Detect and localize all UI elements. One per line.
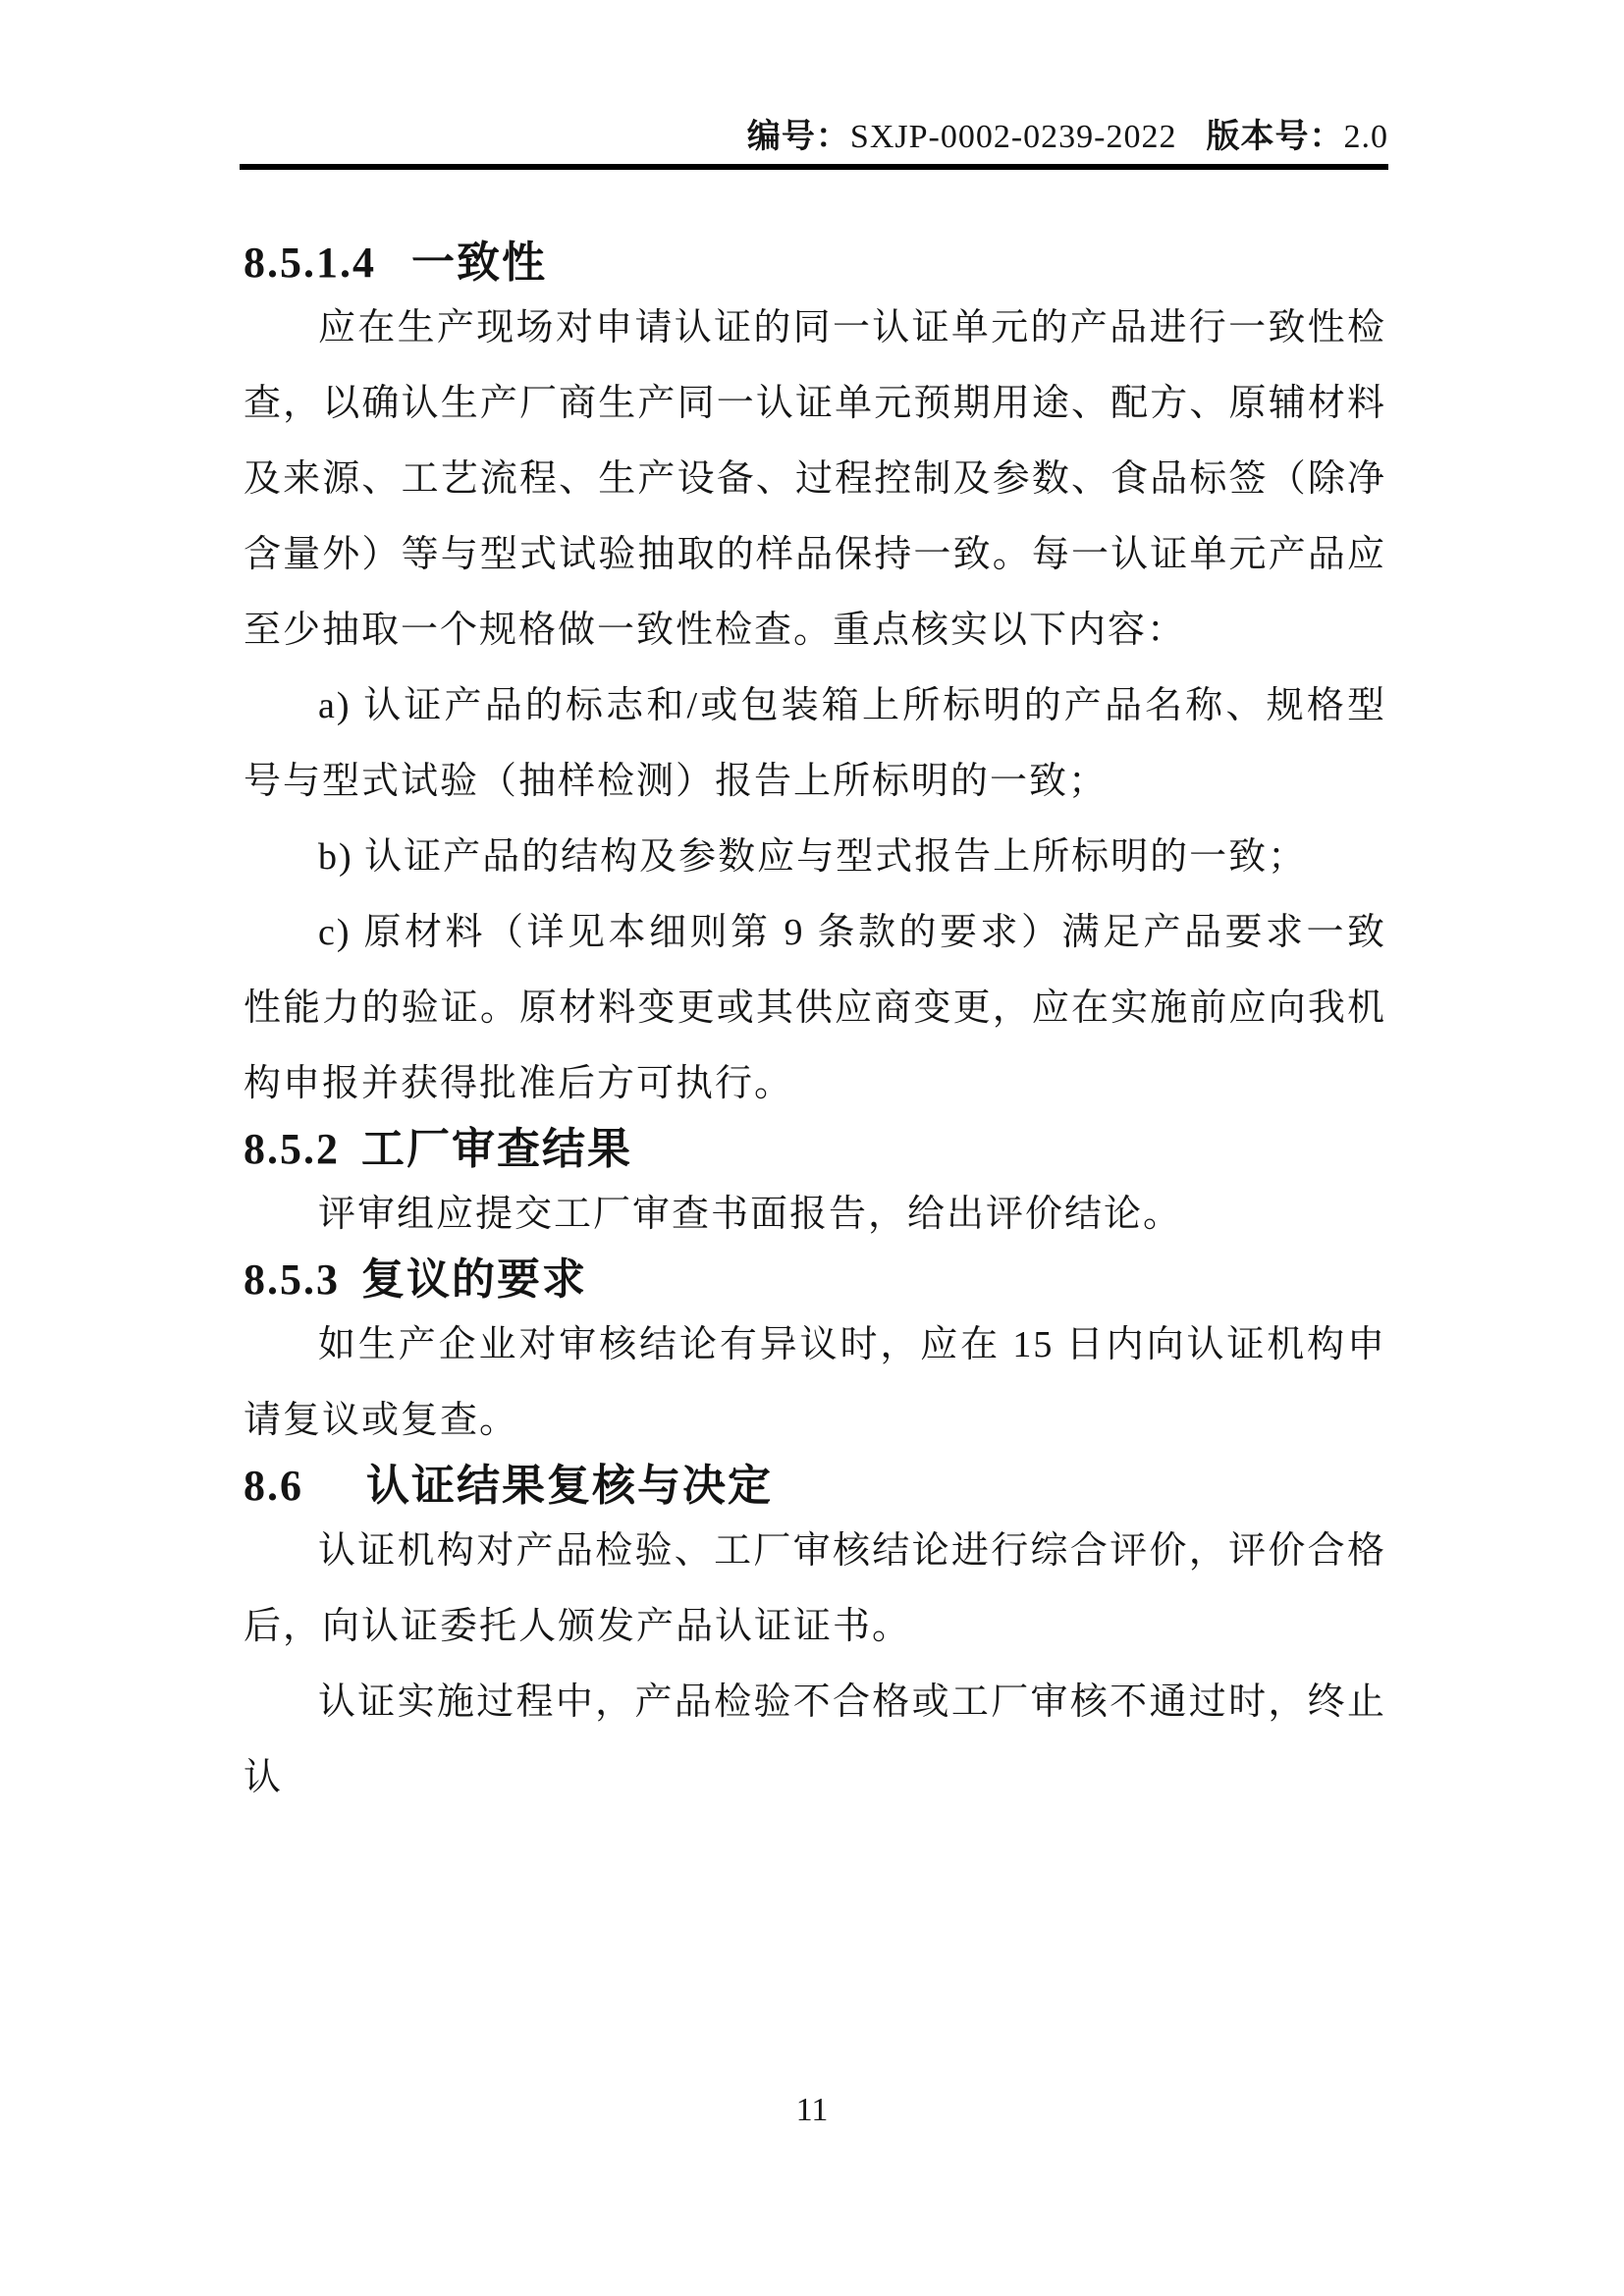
paragraph-factory-audit-result: 评审组应提交工厂审查书面报告，给出评价结论。 xyxy=(318,1194,1183,1235)
section-number: 8.6 xyxy=(244,1462,303,1510)
paragraph-reconsideration: 如生产企业对审核结论有异议时，应在 15 日内向认证机构申请复议或复查。 xyxy=(244,1324,1386,1441)
page-number: 11 xyxy=(795,2092,829,2128)
paragraph-consistency-intro: 应在生产现场对申请认证的同一认证单元的产品进行一致性检查，以确认生产厂商生产同一认证单元预期用途、配方、原辅材料及来源、工艺流程、生产设备、过程控制及参数、食品标签（除净含量外）等与型式试验抽取的样品保持一致。每一认证单元产品应至少抽取一个规格做一致性检查。重点核实以下内容： xyxy=(244,307,1386,651)
section-title: 认证结果复核与决定 xyxy=(366,1462,773,1510)
list-item-a: a) 认证产品的标志和/或包装箱上所标明的产品名称、规格型号与型式试验（抽样检测）报告上所标明的一致； xyxy=(244,685,1386,802)
paragraph-review-decision-1: 认证机构对产品检验、工厂审核结论进行综合评价，评价合格后，向认证委托人颁发产品认证证书。 xyxy=(244,1530,1386,1647)
section-heading-8-6 xyxy=(244,1459,1386,1514)
section-title: 复议的要求 xyxy=(361,1255,587,1304)
version-label: 版本号： xyxy=(1206,119,1344,155)
paragraph-review-decision-2: 认证实施过程中，产品检验不合格或工厂审核不通过时，终止认 xyxy=(244,1682,1386,1798)
section-heading-8-5-1-4 xyxy=(244,236,1386,291)
doc-number-value: SXJP-0002-0239-2022 xyxy=(849,119,1177,155)
section-title: 一致性 xyxy=(411,239,547,287)
list-item-c: c) 原材料（详见本细则第 9 条款的要求）满足产品要求一致性能力的验证。原材料变更或其供应商变更，应在实施前应向我机构申报并获得批准后方可执行。 xyxy=(244,912,1386,1104)
section-number: 8.5.1.4 xyxy=(244,239,376,287)
section-title: 工厂审查结果 xyxy=(361,1125,632,1173)
doc-number-label: 编号： xyxy=(746,119,850,155)
document-body xyxy=(244,0,1386,1816)
section-number: 8.5.2 xyxy=(244,1125,340,1173)
section-heading-8-5-2 xyxy=(244,1122,1386,1177)
list-item-b: b) 认证产品的结构及参数应与型式报告上所标明的一致； xyxy=(318,836,1308,878)
section-heading-8-5-3 xyxy=(244,1253,1386,1308)
version-value: 2.0 xyxy=(1343,119,1388,155)
section-number: 8.5.3 xyxy=(244,1255,340,1304)
